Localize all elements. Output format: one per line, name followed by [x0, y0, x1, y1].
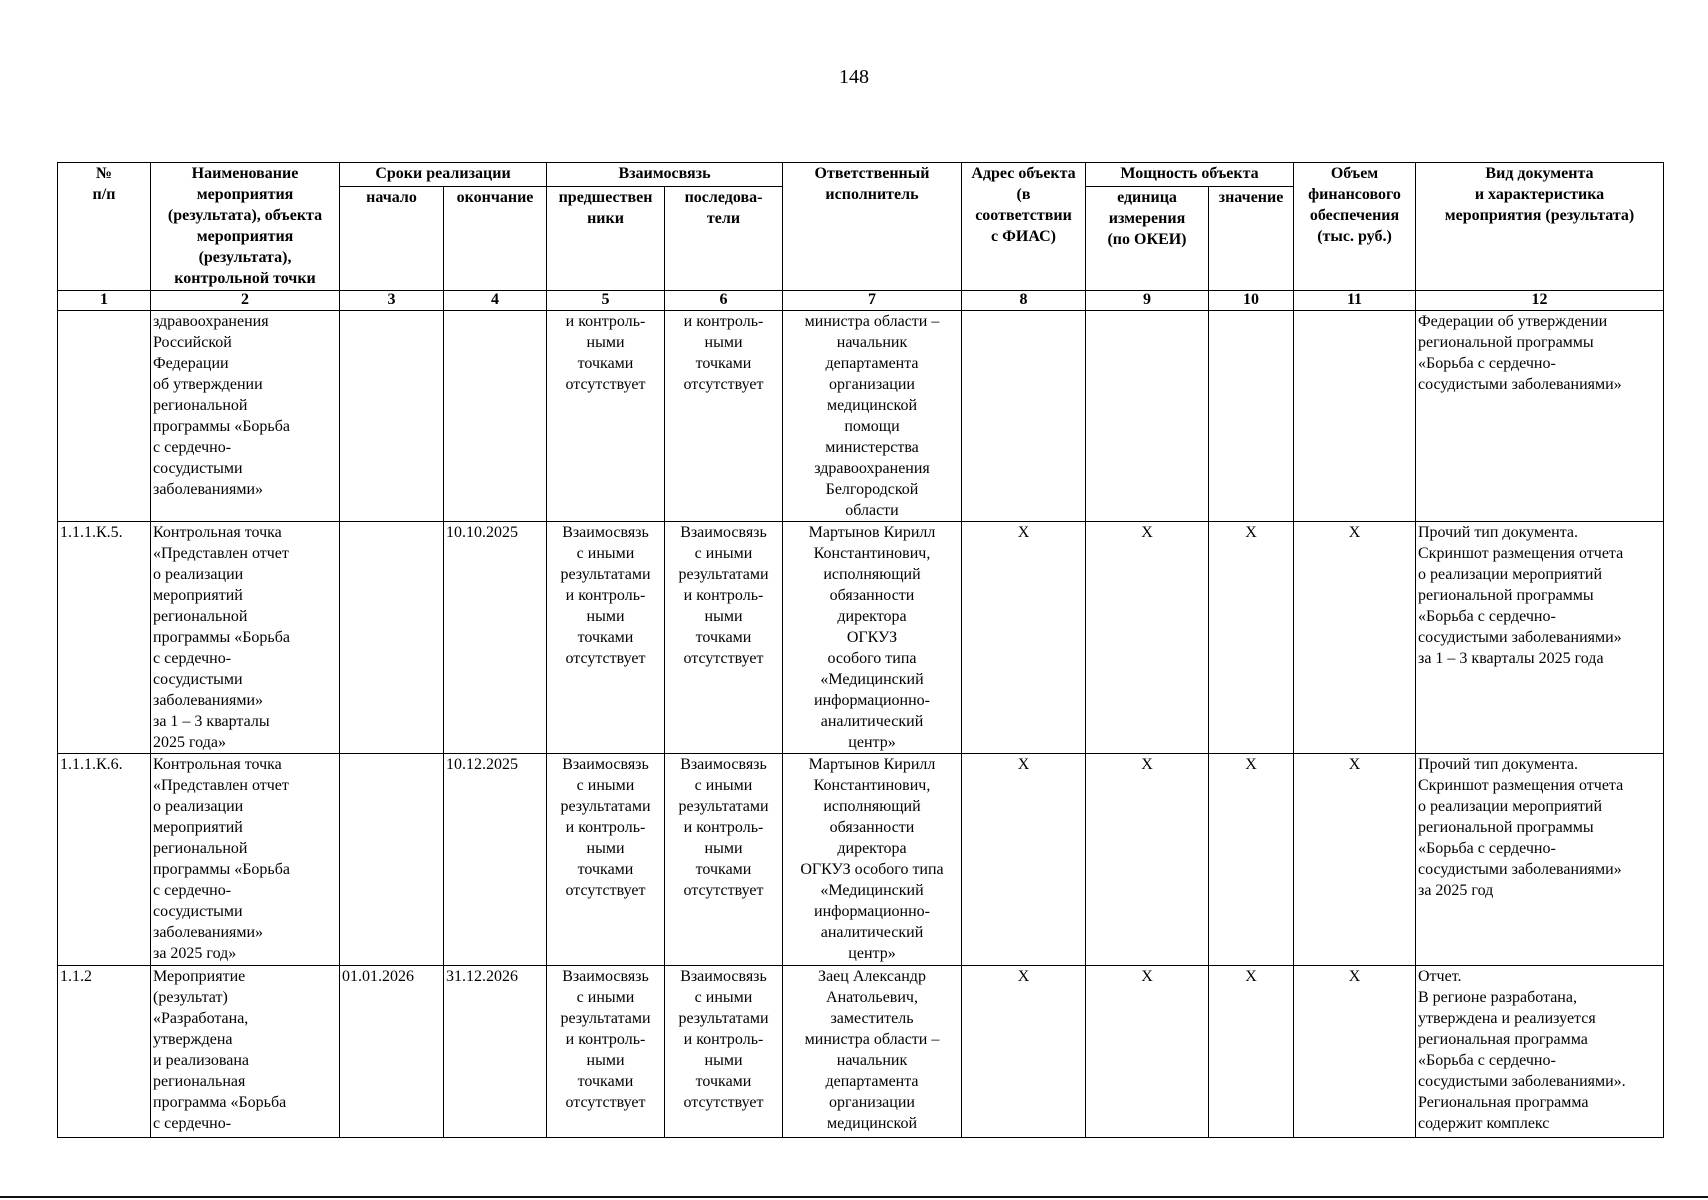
table-row — [58, 311, 1664, 522]
cell-document: Прочий тип документа. Скриншот размещения отчета о реализации мероприятий региональной программы «Борьба с сердечно- сосудистыми заболеваниями» за 1 – 3 кварталы 2025 года — [1416, 522, 1664, 754]
cell-predecessors: Взаимосвязь с иными результатами и контроль- ными точками отсутствует — [547, 754, 665, 966]
cell-unit: X — [1086, 754, 1209, 966]
header-predecessors: предшествен ники — [547, 187, 665, 291]
header-num: № п/п — [58, 163, 151, 291]
cell-num: 1.1.1.К.6. — [58, 754, 151, 966]
scan-bottom-edge — [0, 1196, 1708, 1198]
col-number: 4 — [444, 291, 547, 311]
cell-num: 1.1.2 — [58, 966, 151, 1138]
cell-finance: X — [1294, 754, 1416, 966]
col-number: 3 — [340, 291, 444, 311]
cell-name: Мероприятие (результат) «Разработана, утверждена и реализована региональная программа «Борьба с сердечно- — [151, 966, 340, 1138]
cell-address: X — [962, 966, 1086, 1138]
cell-unit — [1086, 311, 1209, 522]
cell-successors: Взаимосвязь с иными результатами и контроль- ными точками отсутствует — [665, 522, 783, 754]
header-unit: единица измерения (по ОКЕИ) — [1086, 187, 1209, 291]
cell-start: 01.01.2026 — [340, 966, 444, 1138]
cell-finance: X — [1294, 966, 1416, 1138]
header-end: окончание — [444, 187, 547, 291]
header-document: Вид документа и характеристика мероприятия (результата) — [1416, 163, 1664, 291]
col-number: 6 — [665, 291, 783, 311]
col-number: 5 — [547, 291, 665, 311]
table-row — [58, 966, 1664, 1138]
col-number: 2 — [151, 291, 340, 311]
col-number: 12 — [1416, 291, 1664, 311]
cell-end — [444, 311, 547, 522]
header-start: начало — [340, 187, 444, 291]
cell-address: X — [962, 522, 1086, 754]
cell-name: Контрольная точка «Представлен отчет о реализации мероприятий региональной программы «Борьба с сердечно- сосудистыми заболеваниями» за 2025 год» — [151, 754, 340, 966]
col-number: 7 — [783, 291, 962, 311]
cell-name: Контрольная точка «Представлен отчет о реализации мероприятий региональной программы «Борьба с сердечно- сосудистыми заболеваниями» за 1 – 3 кварталы 2025 года» — [151, 522, 340, 754]
col-number: 11 — [1294, 291, 1416, 311]
header-link: Взаимосвязь — [547, 163, 783, 187]
header-finance: Объем финансового обеспечения (тыс. руб.) — [1294, 163, 1416, 291]
header-address: Адрес объекта (в соответствии с ФИАС) — [962, 163, 1086, 291]
cell-finance — [1294, 311, 1416, 522]
cell-document: Прочий тип документа. Скриншот размещения отчета о реализации мероприятий региональной программы «Борьба с сердечно- сосудистыми заболеваниями» за 2025 год — [1416, 754, 1664, 966]
col-number: 8 — [962, 291, 1086, 311]
cell-unit: X — [1086, 522, 1209, 754]
cell-successors: Взаимосвязь с иными результатами и контроль- ными точками отсутствует — [665, 754, 783, 966]
cell-responsible: Мартынов Кирилл Константинович, исполняющий обязанности директора ОГКУЗ особого типа «Медицинский информационно- аналитический центр» — [783, 522, 962, 754]
cell-end: 10.10.2025 — [444, 522, 547, 754]
cell-start — [340, 754, 444, 966]
cell-num: 1.1.1.К.5. — [58, 522, 151, 754]
cell-num — [58, 311, 151, 522]
cell-start — [340, 311, 444, 522]
col-number: 10 — [1209, 291, 1294, 311]
cell-successors: и контроль- ными точками отсутствует — [665, 311, 783, 522]
header-dates: Сроки реализации — [340, 163, 547, 187]
cell-document: Федерации об утверждении региональной программы «Борьба с сердечно- сосудистыми заболеваниями» — [1416, 311, 1664, 522]
cell-responsible: Мартынов Кирилл Константинович, исполняющий обязанности директора ОГКУЗ особого типа «Медицинский информационно- аналитический центр» — [783, 754, 962, 966]
cell-name: здравоохранения Российской Федерации об утверждении региональной программы «Борьба с сердечно- сосудистыми заболеваниями» — [151, 311, 340, 522]
cell-unit: X — [1086, 966, 1209, 1138]
cell-value — [1209, 311, 1294, 522]
cell-value: X — [1209, 966, 1294, 1138]
cell-responsible: министра области – начальник департамента организации медицинской помощи министерства здравоохранения Белгородской области — [783, 311, 962, 522]
cell-predecessors: и контроль- ными точками отсутствует — [547, 311, 665, 522]
cell-responsible: Заец Александр Анатольевич, заместитель министра области – начальник департамента организации медицинской — [783, 966, 962, 1138]
cell-finance: X — [1294, 522, 1416, 754]
cell-end: 10.12.2025 — [444, 754, 547, 966]
header-name: Наименование мероприятия (результата), объекта мероприятия (результата), контрольной точки — [151, 163, 340, 291]
header-capacity: Мощность объекта — [1086, 163, 1294, 187]
cell-end: 31.12.2026 — [444, 966, 547, 1138]
cell-start — [340, 522, 444, 754]
table-row — [58, 754, 1664, 966]
activity-table — [57, 162, 1664, 1138]
cell-address: X — [962, 754, 1086, 966]
page-number: 148 — [839, 66, 869, 88]
header-value: значение — [1209, 187, 1294, 291]
col-number: 9 — [1086, 291, 1209, 311]
cell-value: X — [1209, 522, 1294, 754]
header-successors: последова- тели — [665, 187, 783, 291]
table-row — [58, 522, 1664, 754]
cell-document: Отчет. В регионе разработана, утверждена и реализуется региональная программа «Борьба с сердечно- сосудистыми заболеваниями». Региональная программа содержит комплекс — [1416, 966, 1664, 1138]
col-number: 1 — [58, 291, 151, 311]
header-responsible: Ответственный исполнитель — [783, 163, 962, 291]
cell-predecessors: Взаимосвязь с иными результатами и контроль- ными точками отсутствует — [547, 966, 665, 1138]
cell-address — [962, 311, 1086, 522]
cell-predecessors: Взаимосвязь с иными результатами и контроль- ными точками отсутствует — [547, 522, 665, 754]
cell-successors: Взаимосвязь с иными результатами и контроль- ными точками отсутствует — [665, 966, 783, 1138]
cell-value: X — [1209, 754, 1294, 966]
